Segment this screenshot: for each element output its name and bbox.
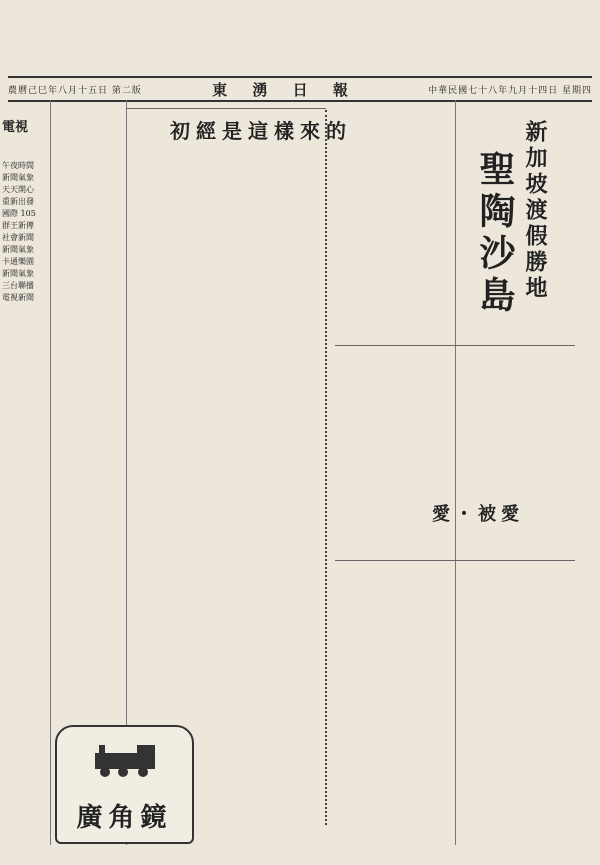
list-item: 群王新傳: [2, 221, 34, 230]
masthead-title: 東 湧 日 報: [212, 80, 358, 99]
masthead-right: 中華民國七十八年九月十四日 星期四: [428, 85, 592, 96]
divider: [335, 345, 575, 346]
list-item: 國際 105: [2, 209, 36, 218]
masthead: [8, 76, 592, 102]
dotted-rule: [325, 110, 327, 825]
masthead-left: 農曆己巳年八月十五日 第二版: [8, 85, 142, 96]
list-item: 電視新聞: [2, 293, 34, 302]
list-item: 三台聯播: [2, 281, 34, 290]
divider: [335, 560, 575, 561]
list-item: 天天開心: [2, 185, 34, 194]
tv-listing: [2, 160, 47, 304]
list-item: 社會新聞: [2, 233, 34, 242]
list-item: 新聞氣象: [2, 245, 34, 254]
divider: [126, 108, 326, 109]
column-rule: [455, 100, 456, 845]
singapore-title-line2: 聖陶沙島: [474, 150, 516, 318]
text-column: [335, 110, 455, 230]
list-item: 午夜時間: [2, 161, 34, 170]
love-title: 愛・被愛: [432, 504, 524, 525]
train-icon: [87, 739, 167, 779]
list-item: 新聞氣象: [2, 269, 34, 278]
history-title: 初經是這樣來的: [170, 119, 352, 143]
list-item: 重新出發: [2, 197, 34, 206]
advertisement: [55, 725, 194, 844]
singapore-title-line1: 新加坡渡假勝地: [522, 120, 548, 302]
list-item: 新聞氣象: [2, 173, 34, 182]
ad-text: 廣角鏡: [76, 803, 173, 833]
column-rule: [50, 100, 51, 845]
sidebar-title: 電視: [2, 120, 29, 135]
list-item: 卡通樂園: [2, 257, 34, 266]
